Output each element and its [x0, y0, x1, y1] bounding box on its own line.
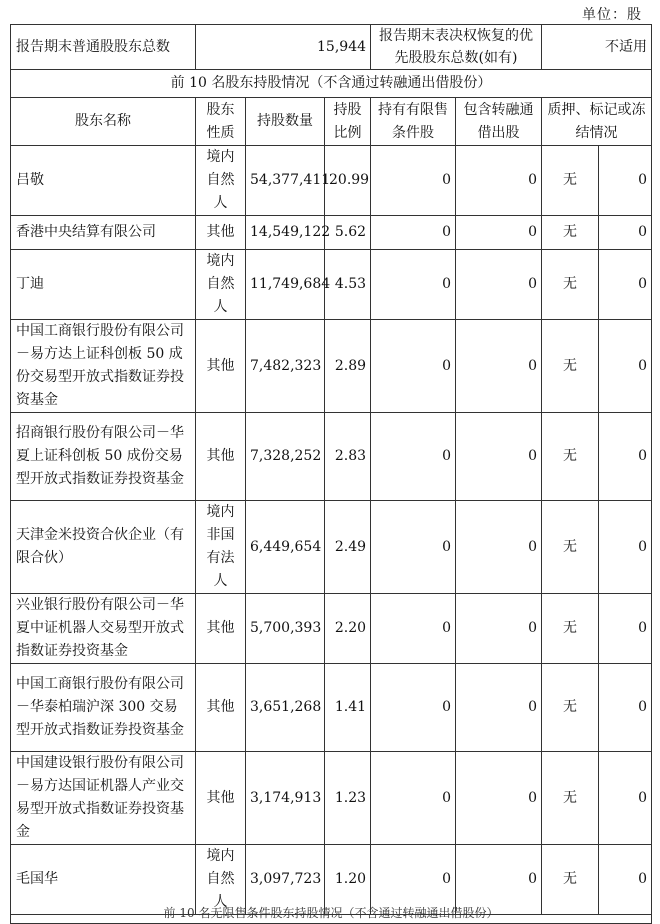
holder-lent: 0 — [456, 664, 542, 752]
col-header-pledge: 质押、标记或冻结情况 — [542, 98, 652, 146]
holder-name: 毛国华 — [11, 845, 196, 915]
col-header-shares: 持股数量 — [246, 98, 325, 146]
holder-lent: 0 — [456, 845, 542, 915]
holder-name: 中国工商银行股份有限公司－易方达上证科创板 50 成份交易型开放式指数证券投资基金 — [11, 320, 196, 413]
pledge-status: 无 — [542, 413, 599, 501]
holder-lent: 0 — [456, 216, 542, 250]
next-section-row — [11, 915, 652, 924]
col-header-nature: 股东性质 — [196, 98, 246, 146]
holder-lent: 0 — [456, 413, 542, 501]
holder-restricted: 0 — [371, 250, 456, 320]
pledge-status: 无 — [542, 250, 599, 320]
col-header-ratio: 持股比例 — [325, 98, 371, 146]
holder-nature: 境内自然人 — [196, 146, 246, 216]
holder-shares: 7,328,252 — [246, 413, 325, 501]
table-row — [11, 664, 652, 752]
holder-restricted: 0 — [371, 501, 456, 594]
next-section-title: 前 10 名无限售条件股东持股情况（不含通过转融通出借股份） — [163, 906, 499, 920]
preferred-holders-label: 报告期末表决权恢复的优先股股东总数(如有) — [371, 25, 542, 70]
unit-label: 单位：股 — [582, 7, 642, 23]
holder-shares: 11,749,684 — [246, 250, 325, 320]
table-row — [11, 845, 652, 915]
holder-name: 中国建设银行股份有限公司－易方达国证机器人产业交易型开放式指数证券投资基金 — [11, 752, 196, 845]
pledge-status: 无 — [542, 146, 599, 216]
holder-restricted: 0 — [371, 146, 456, 216]
table-row — [11, 413, 652, 501]
holder-shares: 54,377,411 — [246, 146, 325, 216]
col-header-name: 股东名称 — [11, 98, 196, 146]
holder-restricted: 0 — [371, 845, 456, 915]
holder-ratio: 4.53 — [325, 250, 371, 320]
holder-shares: 5,700,393 — [246, 594, 325, 664]
holder-shares: 14,549,122 — [246, 216, 325, 250]
pledge-status: 无 — [542, 752, 599, 845]
pledge-status: 无 — [542, 501, 599, 594]
holder-ratio: 1.41 — [325, 664, 371, 752]
holder-shares: 3,097,723 — [246, 845, 325, 915]
summary-row — [11, 25, 652, 70]
holder-shares: 3,651,268 — [246, 664, 325, 752]
table-row — [11, 752, 652, 845]
shareholder-table — [10, 24, 652, 924]
pledge-status: 无 — [542, 320, 599, 413]
pledge-qty: 0 — [599, 320, 652, 413]
holder-restricted: 0 — [371, 216, 456, 250]
holder-ratio: 2.83 — [325, 413, 371, 501]
pledge-qty: 0 — [599, 146, 652, 216]
holder-ratio: 2.49 — [325, 501, 371, 594]
holder-name: 丁迪 — [11, 250, 196, 320]
holder-ratio: 2.89 — [325, 320, 371, 413]
holder-lent: 0 — [456, 146, 542, 216]
preferred-holders-value: 不适用 — [542, 25, 652, 70]
holder-name: 吕敬 — [11, 146, 196, 216]
header-row — [11, 98, 652, 146]
pledge-status: 无 — [542, 216, 599, 250]
holder-restricted: 0 — [371, 664, 456, 752]
holder-nature: 其他 — [196, 216, 246, 250]
holder-nature: 境内非国有法人 — [196, 501, 246, 594]
holder-name: 天津金米投资合伙企业（有限合伙） — [11, 501, 196, 594]
col-header-lent: 包含转融通借出股 — [456, 98, 542, 146]
holder-ratio: 1.23 — [325, 752, 371, 845]
holder-ratio: 20.99 — [325, 146, 371, 216]
holder-ratio: 2.20 — [325, 594, 371, 664]
pledge-status: 无 — [542, 594, 599, 664]
holder-nature: 其他 — [196, 664, 246, 752]
holder-nature: 其他 — [196, 320, 246, 413]
holder-nature: 其他 — [196, 594, 246, 664]
holder-lent: 0 — [456, 250, 542, 320]
holder-restricted: 0 — [371, 413, 456, 501]
section-title: 前 10 名股东持股情况（不含通过转融通出借股份） — [11, 70, 652, 98]
pledge-qty: 0 — [599, 413, 652, 501]
pledge-status: 无 — [542, 845, 599, 915]
holder-nature: 其他 — [196, 752, 246, 845]
table-row — [11, 501, 652, 594]
holder-lent: 0 — [456, 752, 542, 845]
holder-name: 香港中央结算有限公司 — [11, 216, 196, 250]
holder-lent: 0 — [456, 501, 542, 594]
holder-nature: 其他 — [196, 413, 246, 501]
holder-shares: 6,449,654 — [246, 501, 325, 594]
holder-restricted: 0 — [371, 320, 456, 413]
holder-restricted: 0 — [371, 594, 456, 664]
holder-restricted: 0 — [371, 752, 456, 845]
holder-lent: 0 — [456, 320, 542, 413]
col-header-restricted: 持有有限售条件股 — [371, 98, 456, 146]
holder-shares: 3,174,913 — [246, 752, 325, 845]
pledge-qty: 0 — [599, 752, 652, 845]
pledge-qty: 0 — [599, 845, 652, 915]
holder-nature: 境内自然人 — [196, 250, 246, 320]
total-holders-label: 报告期末普通股股东总数 — [11, 25, 196, 70]
table-row — [11, 320, 652, 413]
total-holders-value: 15,944 — [196, 25, 371, 70]
pledge-qty: 0 — [599, 250, 652, 320]
pledge-qty: 0 — [599, 594, 652, 664]
holder-name: 中国工商银行股份有限公司－华泰柏瑞沪深 300 交易型开放式指数证券投资基金 — [11, 664, 196, 752]
holder-ratio: 5.62 — [325, 216, 371, 250]
pledge-qty: 0 — [599, 501, 652, 594]
table-row — [11, 594, 652, 664]
pledge-qty: 0 — [599, 664, 652, 752]
table-row — [11, 216, 652, 250]
holder-lent: 0 — [456, 594, 542, 664]
table-row — [11, 146, 652, 216]
holder-name: 兴业银行股份有限公司－华夏中证机器人交易型开放式指数证券投资基金 — [11, 594, 196, 664]
pledge-qty: 0 — [599, 216, 652, 250]
holder-nature: 境内自然人 — [196, 845, 246, 915]
table-row — [11, 250, 652, 320]
section-title-row — [11, 70, 652, 98]
holder-ratio: 1.20 — [325, 845, 371, 915]
pledge-status: 无 — [542, 664, 599, 752]
holder-shares: 7,482,323 — [246, 320, 325, 413]
holder-name: 招商银行股份有限公司－华夏上证科创板 50 成份交易型开放式指数证券投资基金 — [11, 413, 196, 501]
